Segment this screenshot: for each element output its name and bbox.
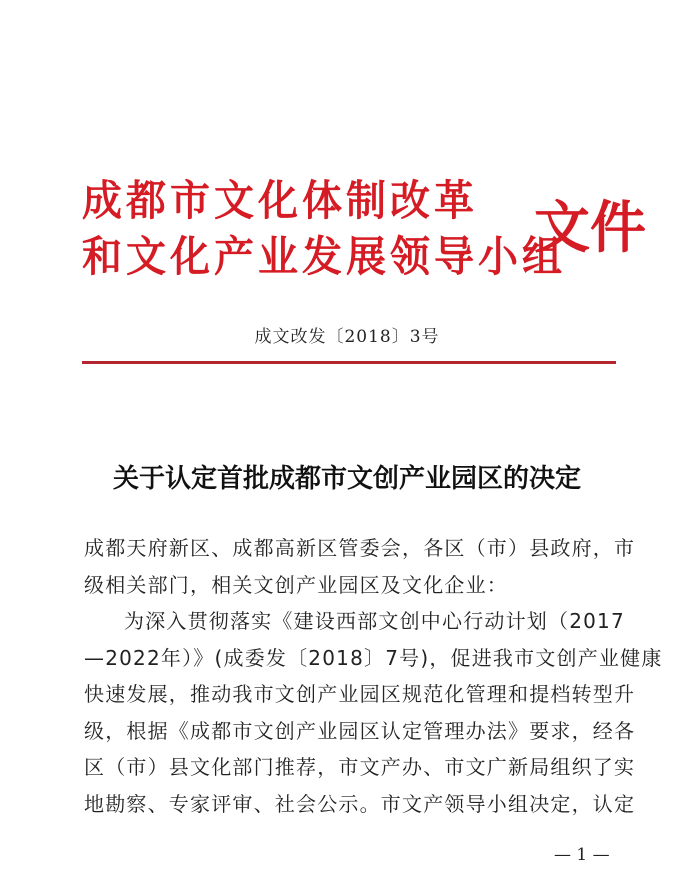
- body-paragraph-line: 级，根据《成都市文创产业园区认定管理办法》要求，经各: [84, 718, 636, 743]
- masthead-suffix: 文件: [534, 196, 646, 261]
- body-paragraph-line: 地勘察、专家评审、社会公示。市文产领导小组决定，认定: [84, 791, 636, 816]
- document-masthead: [82, 172, 646, 292]
- masthead-line-2: 和文化产业发展领导小组: [82, 233, 566, 282]
- issuing-authority: [82, 172, 566, 284]
- red-divider-rule: [82, 361, 616, 364]
- body-paragraph-line: 快速发展，推动我市文创产业园区规范化管理和提档转型升: [84, 682, 636, 706]
- page-number: — 1 —: [554, 845, 610, 865]
- body-paragraph-line: —2022年）》(成委发〔2018〕7号)，促进我市文创产业健康: [84, 645, 663, 670]
- document-body: [84, 530, 663, 822]
- addressee-line: 级相关部门，相关文创产业园区及文化企业：: [84, 572, 508, 597]
- document-title: 关于认定首批成都市文创产业园区的决定: [112, 464, 581, 494]
- masthead-line-1: 成都市文化体制改革: [82, 177, 478, 226]
- addressee-line: 成都天府新区、成都高新区管委会，各区（市）县政府，市: [84, 536, 636, 560]
- body-paragraph-line: 为深入贯彻落实《建设西部文创中心行动计划（2017: [124, 609, 625, 633]
- document-number: 成文改发〔2018〕3号: [254, 327, 440, 347]
- body-paragraph-line: 区（市）县文化部门推荐，市文产办、市文广新局组织了实: [84, 755, 636, 779]
